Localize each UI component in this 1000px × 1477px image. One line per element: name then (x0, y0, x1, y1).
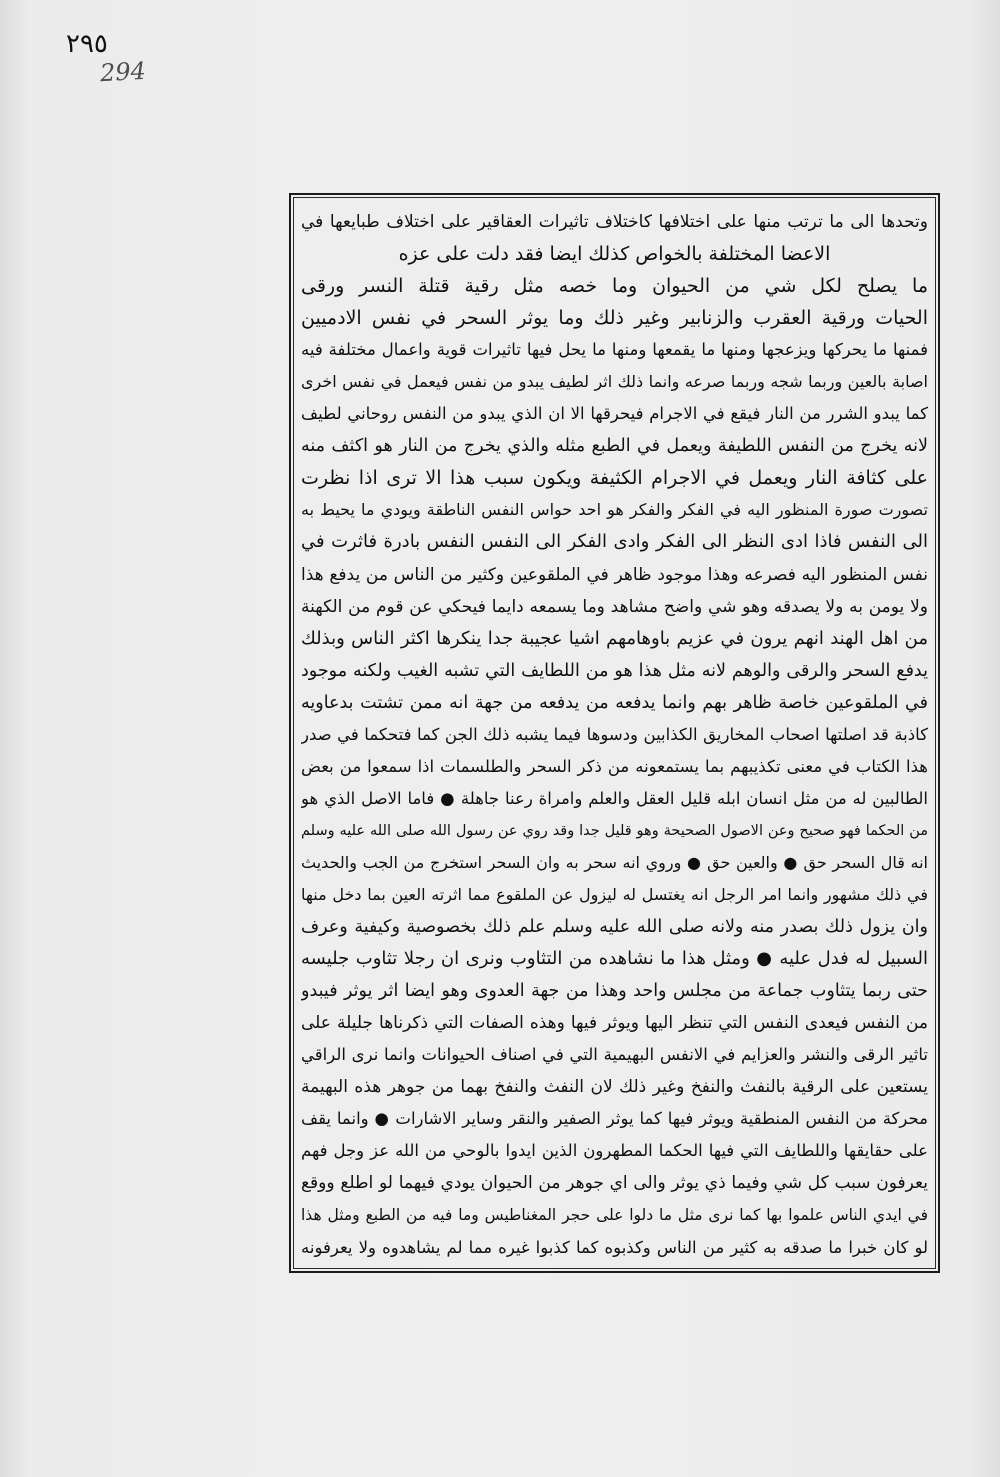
text-line: من الحكما فهو صحيح وعن الاصول الصحيحة وهو قليل جدا وقد روي عن رسول الله صلى الله عليه وسلم (301, 822, 928, 839)
text-line: في الملقوعين خاصة ظاهر بهم وانما يدفعه من يدفعه من جهة انه ممن تشتت بدعاويه (301, 692, 928, 713)
text-line: يدفع السحر والرقى والوهم لانه مثل هذا هو من اللطايف التي تشبه الغيب ولكنه موجود (301, 660, 928, 681)
text-line: في ايدي الناس علموا بها كما نرى مثل ما دلوا على حجر المغناطيس وما فيه من الطبع ومثل هذا (301, 1206, 928, 1225)
text-line: من اهل الهند انهم يرون في عزيم باوهامهم اشيا عجيبة جدا ينكرها اكثر الناس وبذلك (301, 627, 928, 649)
text-line: وان يزول ذلك بصدر منه ولانه صلى الله عليه وسلم علم ذلك بخصوصية وكيفية وعرف (301, 917, 928, 938)
text-line: لانه يخرج من النفس اللطيفة ويعمل في الطبع مثله والذي يخرج من النار هو اكثف منه (301, 436, 928, 457)
text-line: تاثير الرقى والنشر والعزايم في الانفس البهيمية التي في اصناف الحيوانات وانما نرى الراقي (301, 1045, 928, 1065)
text-line: لو كان خبرا ما صدقه به كثير من الناس وكذبوه كما كذبوا غيره مما لم يشاهدوه ولا يعرفونه (301, 1237, 928, 1257)
text-line: اصابة بالعين وربما شجه وربما صرعه وانما ذلك اثر لطيف يبدو من نفس فيعمل في نفس اخرى (301, 372, 928, 392)
text-line: يستعين على الرقية بالنفث والنفخ وغير ذلك لان النفث والنفخ بهما من جوهر هذه البهيمة (301, 1077, 928, 1098)
text-line: يعرفون سبب كل شي وفيما ذي يوثر والى اي جوهر من الحيوان يودي فيهما لو اطلع ووقع (301, 1173, 928, 1194)
text-line: الطالبين له من مثل انسان ابله قليل العقل والعلم وامراة رعنا جاهلة ● فاما الاصل الذي هو (301, 788, 928, 808)
folio-number-ink: ٢٩٥ (66, 29, 108, 59)
text-line: من النفس فيعدى النفس التي تنظر اليها ويوثر فيها وهذه الصفات التي ذكرناها جليلة على (301, 1013, 928, 1034)
text-line: السبيل له فدل عليه ● ومثل هذا ما نشاهده من التثاوب ونرى ان رجلا تثاوب جليسه (301, 948, 928, 970)
folio-number-pencil: 294 (99, 56, 147, 88)
text-line: محركة من النفس المنطقية ويوثر فيها كما يوثر الصفير والنقر وساير الاشارات ● وانما يقف (301, 1109, 928, 1129)
text-frame (289, 193, 940, 1273)
text-line: على كثافة النار ويعمل في الاجرام الكثيفة ويكون سبب هذا الا ترى اذا نظرت (301, 467, 928, 490)
text-line: تصورت صورة المنظور اليه في الفكر والفكر هو احد حواس النفس الناطقة ويودي ما يحيط به (301, 500, 928, 520)
text-line: حتى ربما يتثاوب جماعة من مجلس واحد وهذا من جهة العدوى وهو ايضا اثر يوثر فيبدو (301, 981, 928, 1002)
text-line: انه قال السحر حق ● والعين حق ● وروي انه سحر به وان السحر استخرج من الجب والحديث (301, 852, 928, 872)
text-line: كما يبدو الشرر من النار فيقع في الاجرام فيحرقها الا ان الذي يبدو من النفس روحاني لطيف (301, 404, 928, 424)
manuscript-text (301, 209, 928, 1263)
text-line: على حقايقها واللطايف التي فيها الحكما المطهرون الذين ايدوا بالوحي من الله عز وجل فهم (301, 1141, 928, 1161)
text-line: هذا الكتاب في معنى تكذيبهم بما يستمعونه من ذكر السحر والطلسمات اذا سمعوا من بعض (301, 756, 928, 776)
text-line: الاعضا المختلفة بالخواص كذلك ايضا فقد دلت على عزه (398, 243, 831, 266)
text-line: فمنها ما يحركها ويزعجها ومنها ما يقمعها ومنها ما يحل فيها تاثيرات قوية واعمال مختلفة فيه (301, 340, 928, 360)
text-line: الى النفس فاذا ادى النظر الى الفكر وادى الفكر الى النفس النفس بادرة فاثرت في (301, 531, 928, 553)
text-line: في ذلك مشهور وانما امر الرجل انه يغتسل له ليزول عن الملقوع مما اثرته العين بما دخل منها (301, 884, 928, 904)
text-line: ولا يومن به ولا يصدقه وهو شي واضح مشاهد وما يسمعه دايما فيحكي عن قوم من الكهنة (301, 596, 928, 617)
text-line: الحيات ورقية العقرب والزنابير وغير ذلك وما يوثر السحر في نفس الادميين (301, 307, 928, 330)
text-line: وتحدها الى ما ترتب منها على اختلافها كاختلاف تاثيرات العقاقير على اختلاف طبايعها في (301, 212, 928, 232)
folio-numbers (66, 30, 176, 86)
text-line: نفس المنظور اليه فصرعه وهذا موجود ظاهر في الملقوعين وكثير من الناس من يدفع هذا (301, 564, 928, 585)
text-line: كاذبة قد اصلتها اصحاب المخاريق الكذابين ودسوها فيما يشبه ذلك الجن كما فتحكما في صدر (301, 724, 928, 744)
text-line: ما يصلح لكل شي من الحيوان وما خصه مثل رقية قتلة النسر ورقى (301, 275, 928, 298)
